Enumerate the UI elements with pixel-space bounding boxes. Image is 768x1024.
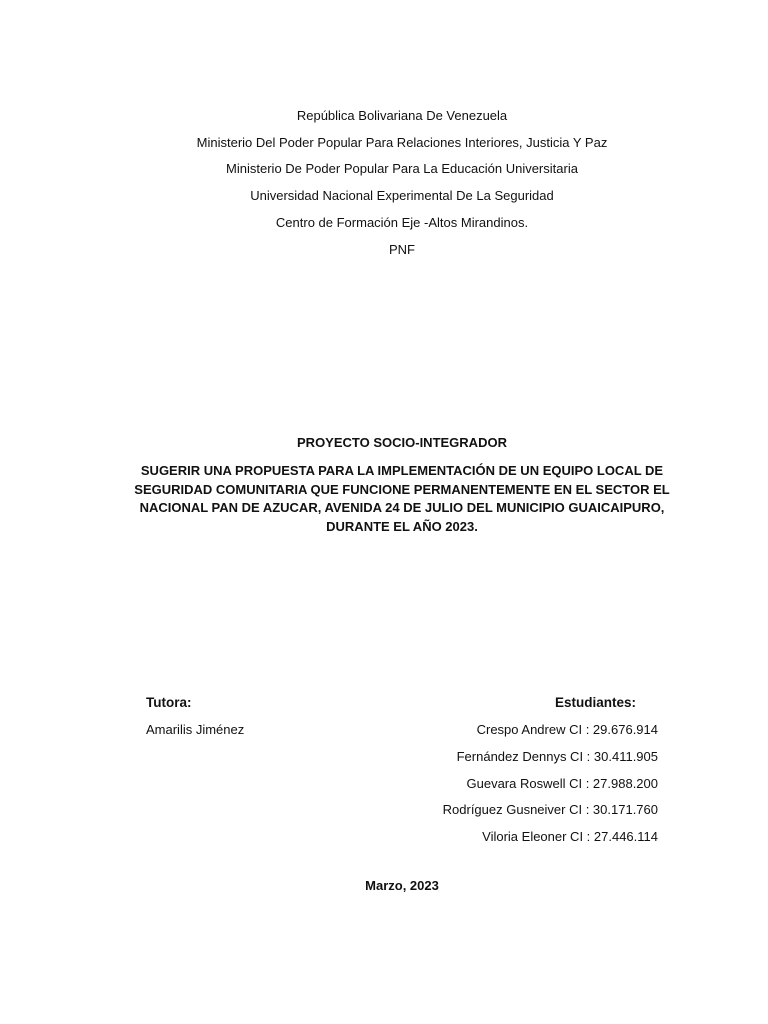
header-line-center: Centro de Formación Eje -Altos Mirandinos. — [275, 214, 529, 230]
student-item: Viloria Eleoner CI : 27.446.114 — [482, 829, 658, 845]
students-list — [443, 717, 658, 851]
header-line-program: PNF — [389, 241, 415, 257]
institution-header — [0, 103, 768, 263]
student-item: Crespo Andrew CI : 29.676.914 — [476, 722, 658, 737]
tutor-name: Amarilis Jiménez — [146, 722, 245, 737]
project-label: PROYECTO SOCIO-INTEGRADOR — [297, 435, 507, 450]
tutor-heading: Tutora: — [146, 695, 192, 710]
student-item: Fernández Dennys CI : 30.411.905 — [456, 748, 658, 764]
header-line-university: Universidad Nacional Experimental De La Seguridad — [250, 188, 554, 204]
student-item: Rodríguez Gusneiver CI : 30.171.760 — [442, 802, 658, 818]
header-line-ministry-education: Ministerio De Poder Popular Para La Educación Universitaria — [226, 161, 578, 177]
project-block — [130, 434, 674, 536]
project-title: SUGERIR UNA PROPUESTA PARA LA IMPLEMENTACIÓN DE UN EQUIPO LOCAL DE SEGURIDAD COMUNITARIA QUE FUNCIONE PERMANENTEMENTE EN EL SECTOR EL NACIONAL PAN DE AZUCAR, AVENIDA 24 DE JULIO DEL MUNICIPIO GUAICAIPURO, DURANTE EL AÑO 2023. — [134, 463, 670, 534]
student-item: Guevara Roswell CI : 27.988.200 — [466, 775, 658, 791]
header-line-ministry-interior: Ministerio Del Poder Popular Para Relaciones Interiores, Justicia Y Paz — [196, 134, 608, 150]
document-date: Marzo, 2023 — [365, 878, 439, 893]
header-line-country: República Bolivariana De Venezuela — [296, 108, 508, 123]
students-heading: Estudiantes: — [554, 695, 636, 710]
